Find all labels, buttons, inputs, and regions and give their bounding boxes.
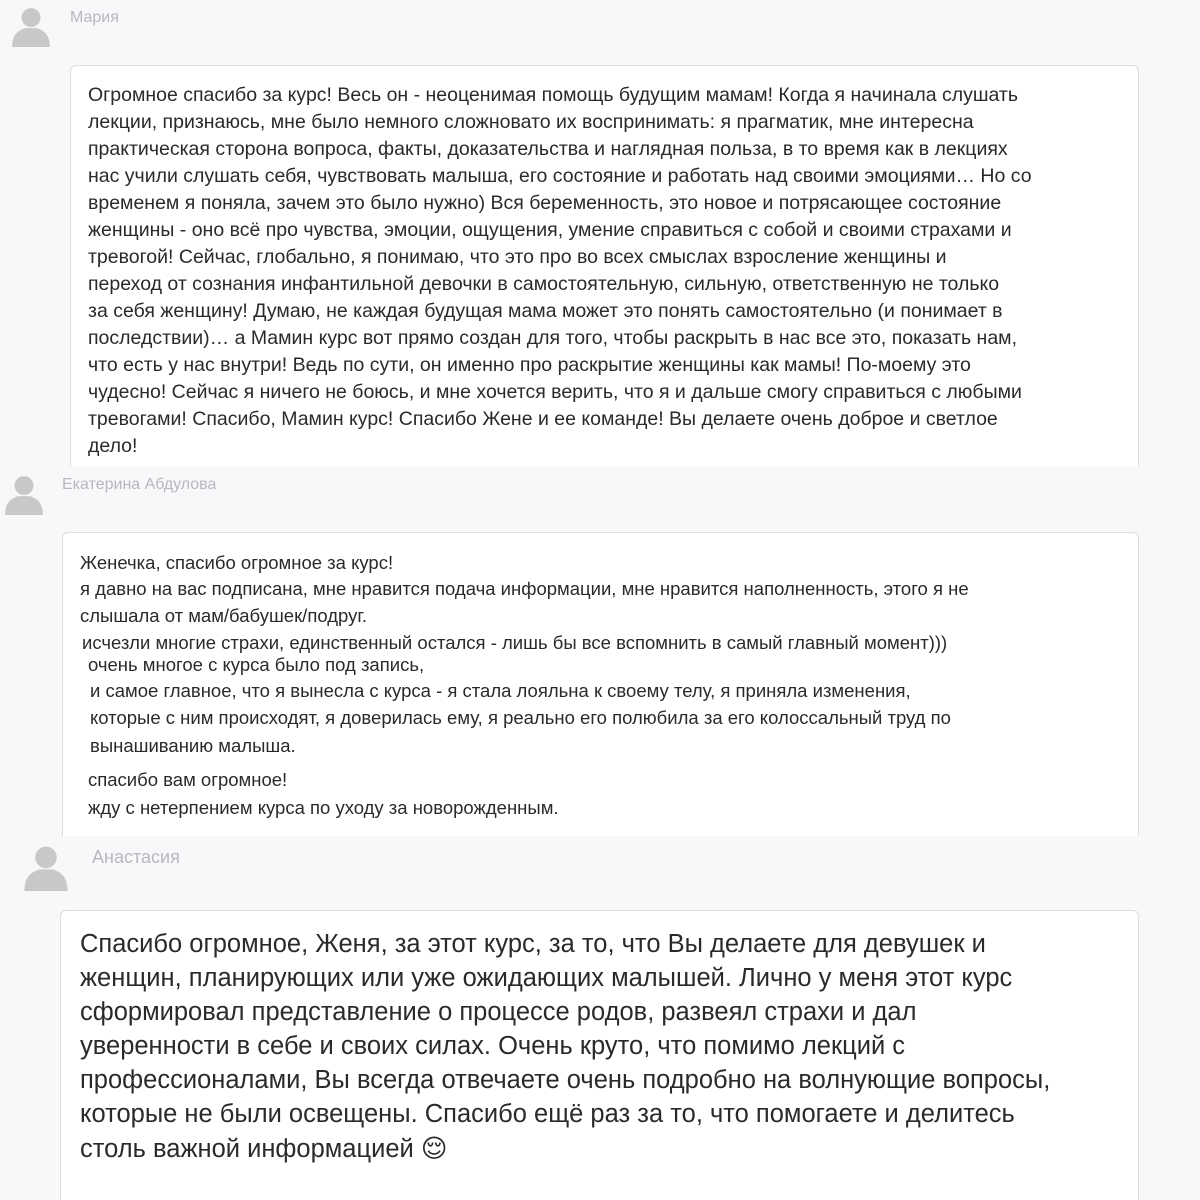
review-line: женщин, планирующих или уже ожидающих малышей. Лично у меня этот курс (80, 964, 1013, 992)
review-line: сформировал представление о процессе родов, развеял страхи и дал (80, 998, 917, 1026)
review-line: за себя женщину! Думаю, не каждая будущая мама может это понять самостоятельно (и понимает в (88, 300, 1003, 322)
review-line: профессионалами, Вы всегда отвечаете очень подробно на волнующие вопросы, (80, 1066, 1051, 1094)
review-line: исчезли многие страхи, единственный остался - лишь бы все вспомнить в самый главный момент))) (82, 632, 948, 653)
review-line: тревогой! Сейчас, глобально, я понимаю, что это про во всех смыслах взросление женщины и (88, 246, 947, 268)
review-author: Екатерина Абдулова (62, 476, 217, 493)
review-line: последствии)… а Мамин курс вот прямо создан для того, чтобы раскрыть в нас все это, показать нам, (88, 327, 1017, 349)
review-line: Женечка, спасибо огромное за курс! (80, 552, 394, 573)
review-line: и самое главное, что я вынесла с курса - я стала лояльна к своему телу, я приняла изменения, (90, 680, 911, 701)
review-ekaterina (0, 466, 1200, 836)
review-line: женщины - оно всё про чувства, эмоции, ощущения, умение справиться с собой и своими страхами и (88, 219, 1012, 241)
review-author: Анастасия (92, 847, 180, 867)
review-line: дело! (88, 435, 138, 457)
review-line: я давно на вас подписана, мне нравится подача информации, мне нравится наполненность, этого я не (80, 578, 969, 599)
review-line: столь важной информацией 😌 (80, 1135, 448, 1163)
review-line: очень многое с курса было под запись, (88, 654, 425, 675)
review-line: слышала от мам/бабушек/подруг. (80, 605, 367, 626)
user-avatar-icon (3, 472, 45, 516)
review-line: Спасибо огромное, Женя, за этот курс, за то, что Вы делаете для девушек и (80, 930, 986, 958)
review-line: вынашиванию малыша. (90, 735, 296, 756)
review-line: тревогами! Спасибо, Мамин курс! Спасибо Жене и ее команде! Вы делаете очень доброе и светлое (88, 408, 998, 430)
review-line: жду с нетерпением курса по уходу за новорожденным. (88, 797, 559, 818)
review-line: Огромное спасибо за курс! Весь он - неоценимая помощь будущим мамам! Когда я начинала слушать (88, 84, 1018, 106)
review-line: спасибо вам огромное! (88, 769, 288, 790)
review-line: временем я поняла, зачем это было нужно) Вся беременность, это новое и потрясающее состояние (88, 192, 1002, 214)
review-line: нас учили слушать себя, чувствовать малыша, его состояние и работать над своими эмоциями… Но со (88, 165, 1032, 187)
review-author: Мария (70, 9, 119, 26)
review-line: уверенности в себе и своих силах. Очень круто, что помимо лекций с (80, 1032, 906, 1060)
review-anastasia (0, 836, 1200, 1200)
review-line: что есть у нас внутри! Ведь по сути, он именно про раскрытие женщины как мамы! По-моему это (88, 354, 971, 376)
user-avatar-icon (10, 4, 52, 48)
review-line: лекции, признаюсь, мне было немного сложновато их воспринимать: я прагматик, мне интересна (88, 111, 974, 133)
user-avatar-icon (22, 841, 70, 893)
review-line: переход от сознания инфантильной девочки в самостоятельную, сильную, ответственную не только (88, 273, 1000, 295)
review-line: чудесно! Сейчас я ничего не боюсь, и мне хочется верить, что я и дальше смогу справиться с любыми (88, 381, 1022, 403)
review-line: которые с ним происходят, я доверилась ему, я реально его полюбила за его колоссальный труд по (90, 707, 951, 728)
review-line: которые не были освещены. Спасибо ещё раз за то, что помогаете и делитесь (80, 1100, 1015, 1128)
review-line: практическая сторона вопроса, факты, доказательства и наглядная польза, в то время как в лекциях (88, 138, 1008, 160)
review-maria (0, 0, 1200, 466)
